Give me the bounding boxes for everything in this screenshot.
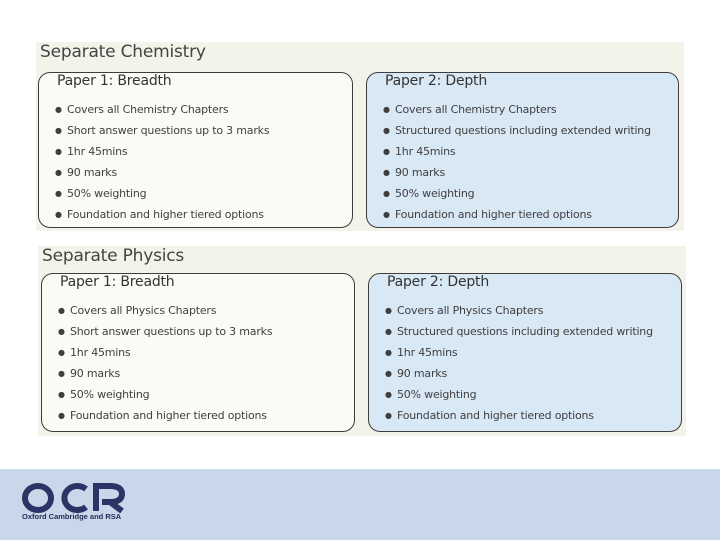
bullet-icon: ● <box>58 390 65 399</box>
paper-card-breadth <box>41 273 355 432</box>
paper-title: Paper 1: Breadth <box>57 73 172 89</box>
list-item: ● 1hr 45mins <box>383 141 651 162</box>
list-item: ● Foundation and higher tiered options <box>385 405 653 426</box>
bullet-icon: ● <box>383 168 390 177</box>
paper-item-list <box>55 99 269 225</box>
paper-item-list <box>383 99 651 225</box>
bullet-icon: ● <box>385 348 392 357</box>
bullet-icon: ● <box>58 369 65 378</box>
footer-bar <box>0 469 720 540</box>
list-item: ● 1hr 45mins <box>385 342 653 363</box>
list-item: ● Foundation and higher tiered options <box>55 204 269 225</box>
bullet-icon: ● <box>383 147 390 156</box>
list-item: ● 90 marks <box>55 162 269 183</box>
paper-title: Paper 2: Depth <box>385 73 488 89</box>
logo-tagline: Oxford Cambridge and RSA <box>22 512 122 521</box>
paper-title: Paper 2: Depth <box>387 274 490 290</box>
bullet-icon: ● <box>55 168 62 177</box>
paper-item-list <box>385 300 653 426</box>
paper-card-breadth <box>38 72 353 228</box>
bullet-icon: ● <box>385 390 392 399</box>
list-item: ● 50% weighting <box>58 384 272 405</box>
list-item: ● Foundation and higher tiered options <box>383 204 651 225</box>
ocr-logo-mark <box>22 483 130 513</box>
ocr-logo <box>22 483 130 521</box>
bullet-icon: ● <box>58 348 65 357</box>
paper-title: Paper 1: Breadth <box>60 274 175 290</box>
list-item: ● 90 marks <box>58 363 272 384</box>
list-item: ● 50% weighting <box>383 183 651 204</box>
list-item: ● Foundation and higher tiered options <box>58 405 272 426</box>
bullet-icon: ● <box>58 327 65 336</box>
section-physics <box>38 246 686 436</box>
list-item: ● Covers all Physics Chapters <box>385 300 653 321</box>
bullet-icon: ● <box>385 327 392 336</box>
list-item: ● Covers all Chemistry Chapters <box>55 99 269 120</box>
bullet-icon: ● <box>55 105 62 114</box>
list-item: ● 90 marks <box>385 363 653 384</box>
bullet-icon: ● <box>55 189 62 198</box>
list-item: ● 90 marks <box>383 162 651 183</box>
paper-card-depth <box>368 273 682 432</box>
list-item: ● Structured questions including extended writing <box>385 321 653 342</box>
bullet-icon: ● <box>55 210 62 219</box>
list-item: ● 50% weighting <box>385 384 653 405</box>
list-item: ● Short answer questions up to 3 marks <box>55 120 269 141</box>
bullet-icon: ● <box>383 105 390 114</box>
bullet-icon: ● <box>385 411 392 420</box>
list-item: ● Covers all Physics Chapters <box>58 300 272 321</box>
bullet-icon: ● <box>383 210 390 219</box>
bullet-icon: ● <box>383 126 390 135</box>
list-item: ● Structured questions including extended writing <box>383 120 651 141</box>
bullet-icon: ● <box>385 369 392 378</box>
list-item: ● 1hr 45mins <box>58 342 272 363</box>
bullet-icon: ● <box>383 189 390 198</box>
list-item: ● 1hr 45mins <box>55 141 269 162</box>
bullet-icon: ● <box>58 306 65 315</box>
list-item: ● 50% weighting <box>55 183 269 204</box>
paper-card-depth <box>366 72 679 228</box>
section-title: Separate Chemistry <box>40 42 206 62</box>
section-title: Separate Physics <box>42 246 185 266</box>
list-item: ● Covers all Chemistry Chapters <box>383 99 651 120</box>
bullet-icon: ● <box>58 411 65 420</box>
bullet-icon: ● <box>55 147 62 156</box>
bullet-icon: ● <box>55 126 62 135</box>
bullet-icon: ● <box>385 306 392 315</box>
section-chemistry <box>36 42 684 231</box>
list-item: ● Short answer questions up to 3 marks <box>58 321 272 342</box>
paper-item-list <box>58 300 272 426</box>
